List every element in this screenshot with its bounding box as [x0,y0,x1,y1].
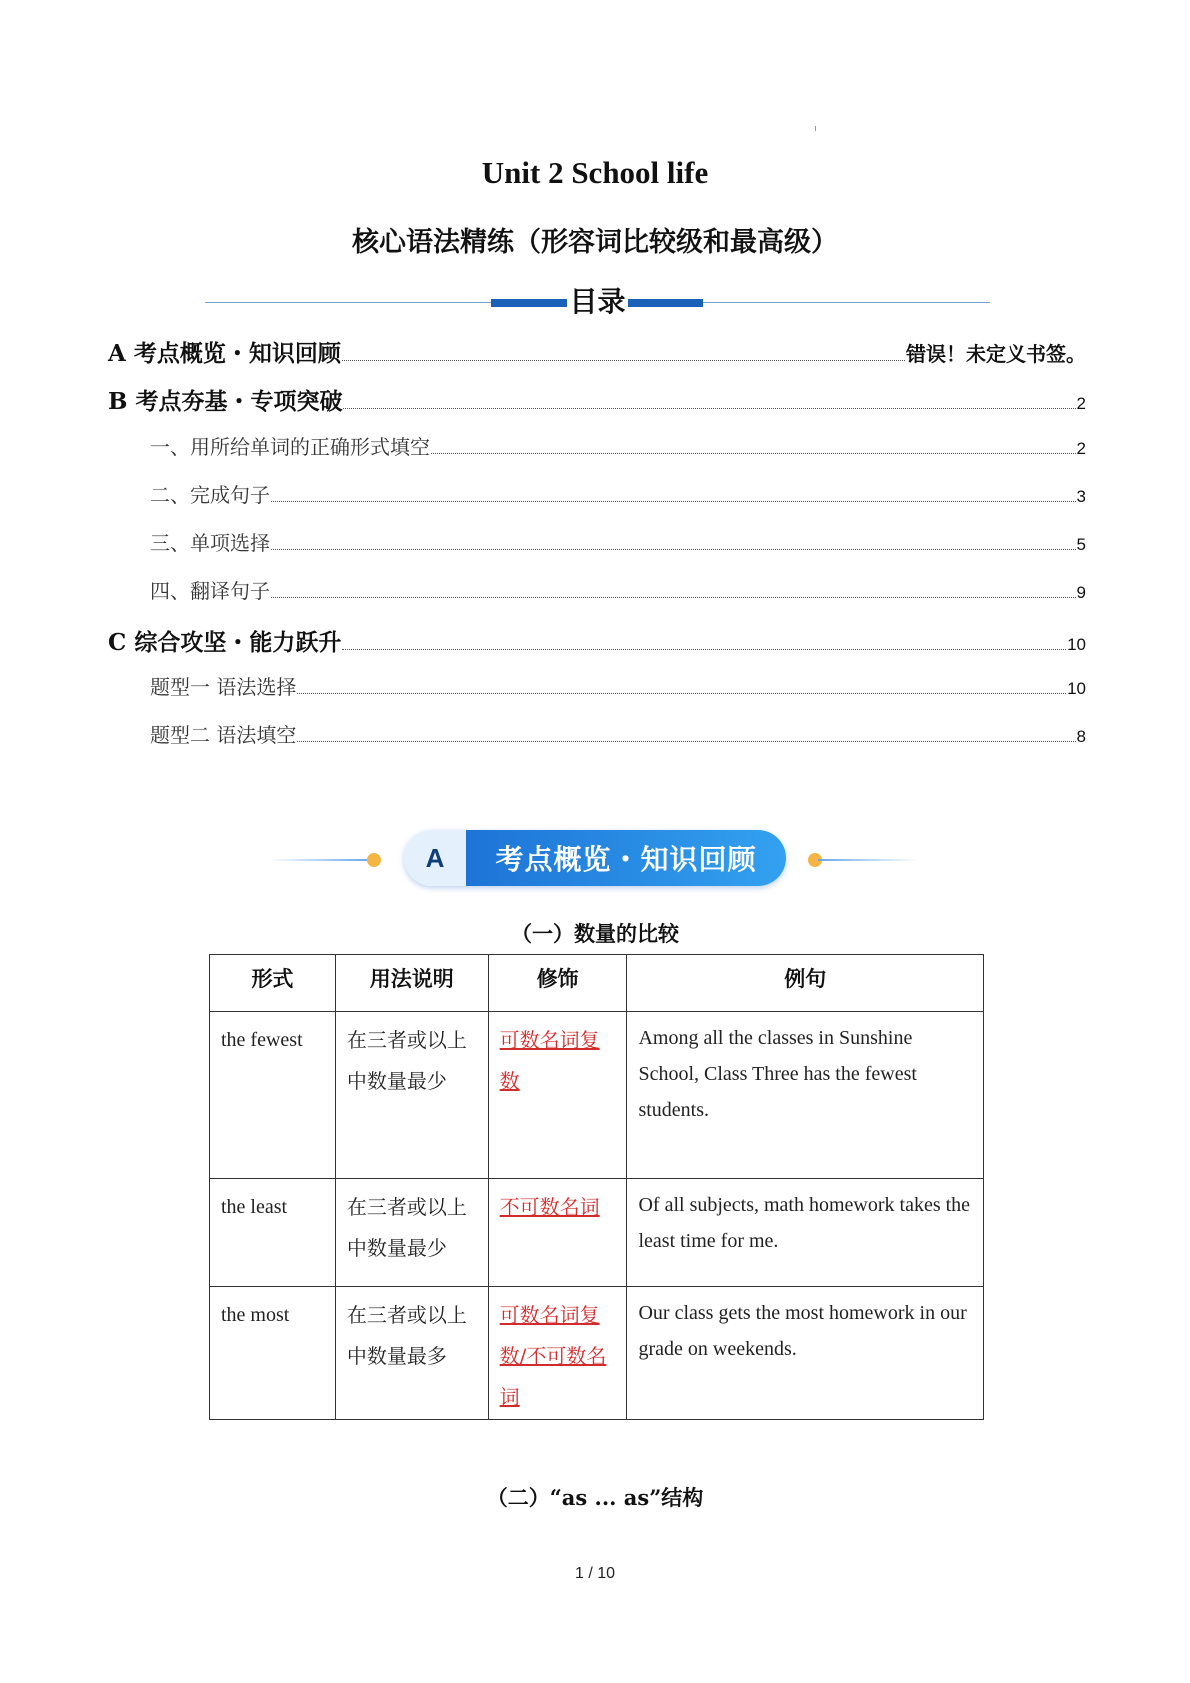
section-heading: （二）“as ... as”结构 [486,1485,704,1510]
toc-entry-text: A 考点概览・知识回顾 [108,340,341,367]
comparison-table [209,954,984,1420]
cell-modifier: 不可数名词 [488,1179,627,1287]
toc-entry-text: C 综合攻坚・能力跃升 [108,629,342,656]
toc-leader [271,597,1076,598]
column-header: 用法说明 [335,955,488,1012]
cell-example: Among all the classes in Sunshine School, Class Three has the fewest students. [627,1012,984,1179]
section-banner [0,828,1190,888]
column-header: 形式 [210,955,336,1012]
toc-leader [297,693,1066,694]
banner-line-left [268,859,368,861]
toc-entry-text: 一、用所给单词的正确形式填空 [150,435,430,459]
banner-line-right [818,859,918,861]
toc-leader [342,360,905,361]
table-row [210,1012,984,1179]
toc-entry-page: 8 [1076,727,1086,746]
toc-entry-text: 三、单项选择 [150,531,270,555]
cell-form: the fewest [210,1012,336,1179]
toc-entry-page: 2 [1076,439,1086,458]
toc-entry-text: B 考点夯基・专项突破 [108,388,343,415]
toc-leader [297,741,1075,742]
cell-form: the least [210,1179,336,1287]
banner-pill [404,830,786,886]
banner-title: 考点概览・知识回顾 [466,830,786,886]
toc-entry[interactable] [108,575,1086,605]
cell-usage: 在三者或以上中数量最多 [335,1287,488,1420]
toc-entry-text: 题型二 语法填空 [150,723,297,747]
toc-leader [431,453,1076,454]
header-tick-mark [815,126,816,131]
page-number: 1 / 10 [574,1565,616,1582]
toc-leader [343,408,1075,409]
table-row [210,1179,984,1287]
toc-entry[interactable] [108,527,1086,557]
toc-entry-page: 错误！未定义书签。 [906,342,1086,366]
toc-entry-page: 2 [1076,394,1086,413]
table-row [210,1287,984,1420]
toc-entry-text: 四、翻译句子 [150,579,270,603]
toc-entry-page: 3 [1076,487,1086,506]
toc-entry[interactable] [108,335,1086,365]
cell-usage: 在三者或以上中数量最少 [335,1179,488,1287]
toc-header-label: 目录 [569,285,626,318]
cell-form: the most [210,1287,336,1420]
document-title: Unit 2 School life [481,155,709,190]
cell-modifier: 可数名词复数 [488,1012,627,1179]
toc-entry-text: 二、完成句子 [150,483,270,507]
toc-leader [271,549,1076,550]
cell-modifier: 可数名词复数/不可数名词 [488,1287,627,1420]
banner-letter: A [404,830,466,886]
toc-entry[interactable] [108,479,1086,509]
toc-entry-page: 10 [1067,679,1086,698]
toc-entry[interactable] [108,624,1086,654]
banner-dot-left [367,853,381,867]
toc-entry-text: 题型一 语法选择 [150,675,297,699]
toc-entry[interactable] [108,431,1086,461]
toc-header [205,282,990,322]
cell-example: Our class gets the most homework in our grade on weekends. [627,1287,984,1420]
column-header: 例句 [627,955,984,1012]
toc-entry[interactable] [108,671,1086,701]
toc-entry-page: 10 [1067,635,1086,654]
toc-leader [342,649,1066,650]
cell-usage: 在三者或以上中数量最少 [335,1012,488,1179]
toc-entry[interactable] [108,719,1086,749]
toc-entry[interactable] [108,383,1086,413]
toc-entry-page: 5 [1076,535,1086,554]
section-heading: （一）数量的比较 [511,921,679,946]
document-subtitle: 核心语法精练（形容词比较级和最高级） [352,227,838,258]
column-header: 修饰 [488,955,627,1012]
toc-leader [271,501,1076,502]
cell-example: Of all subjects, math homework takes the least time for me. [627,1179,984,1287]
table-header-row [210,955,984,1012]
toc-entry-page: 9 [1076,583,1086,602]
